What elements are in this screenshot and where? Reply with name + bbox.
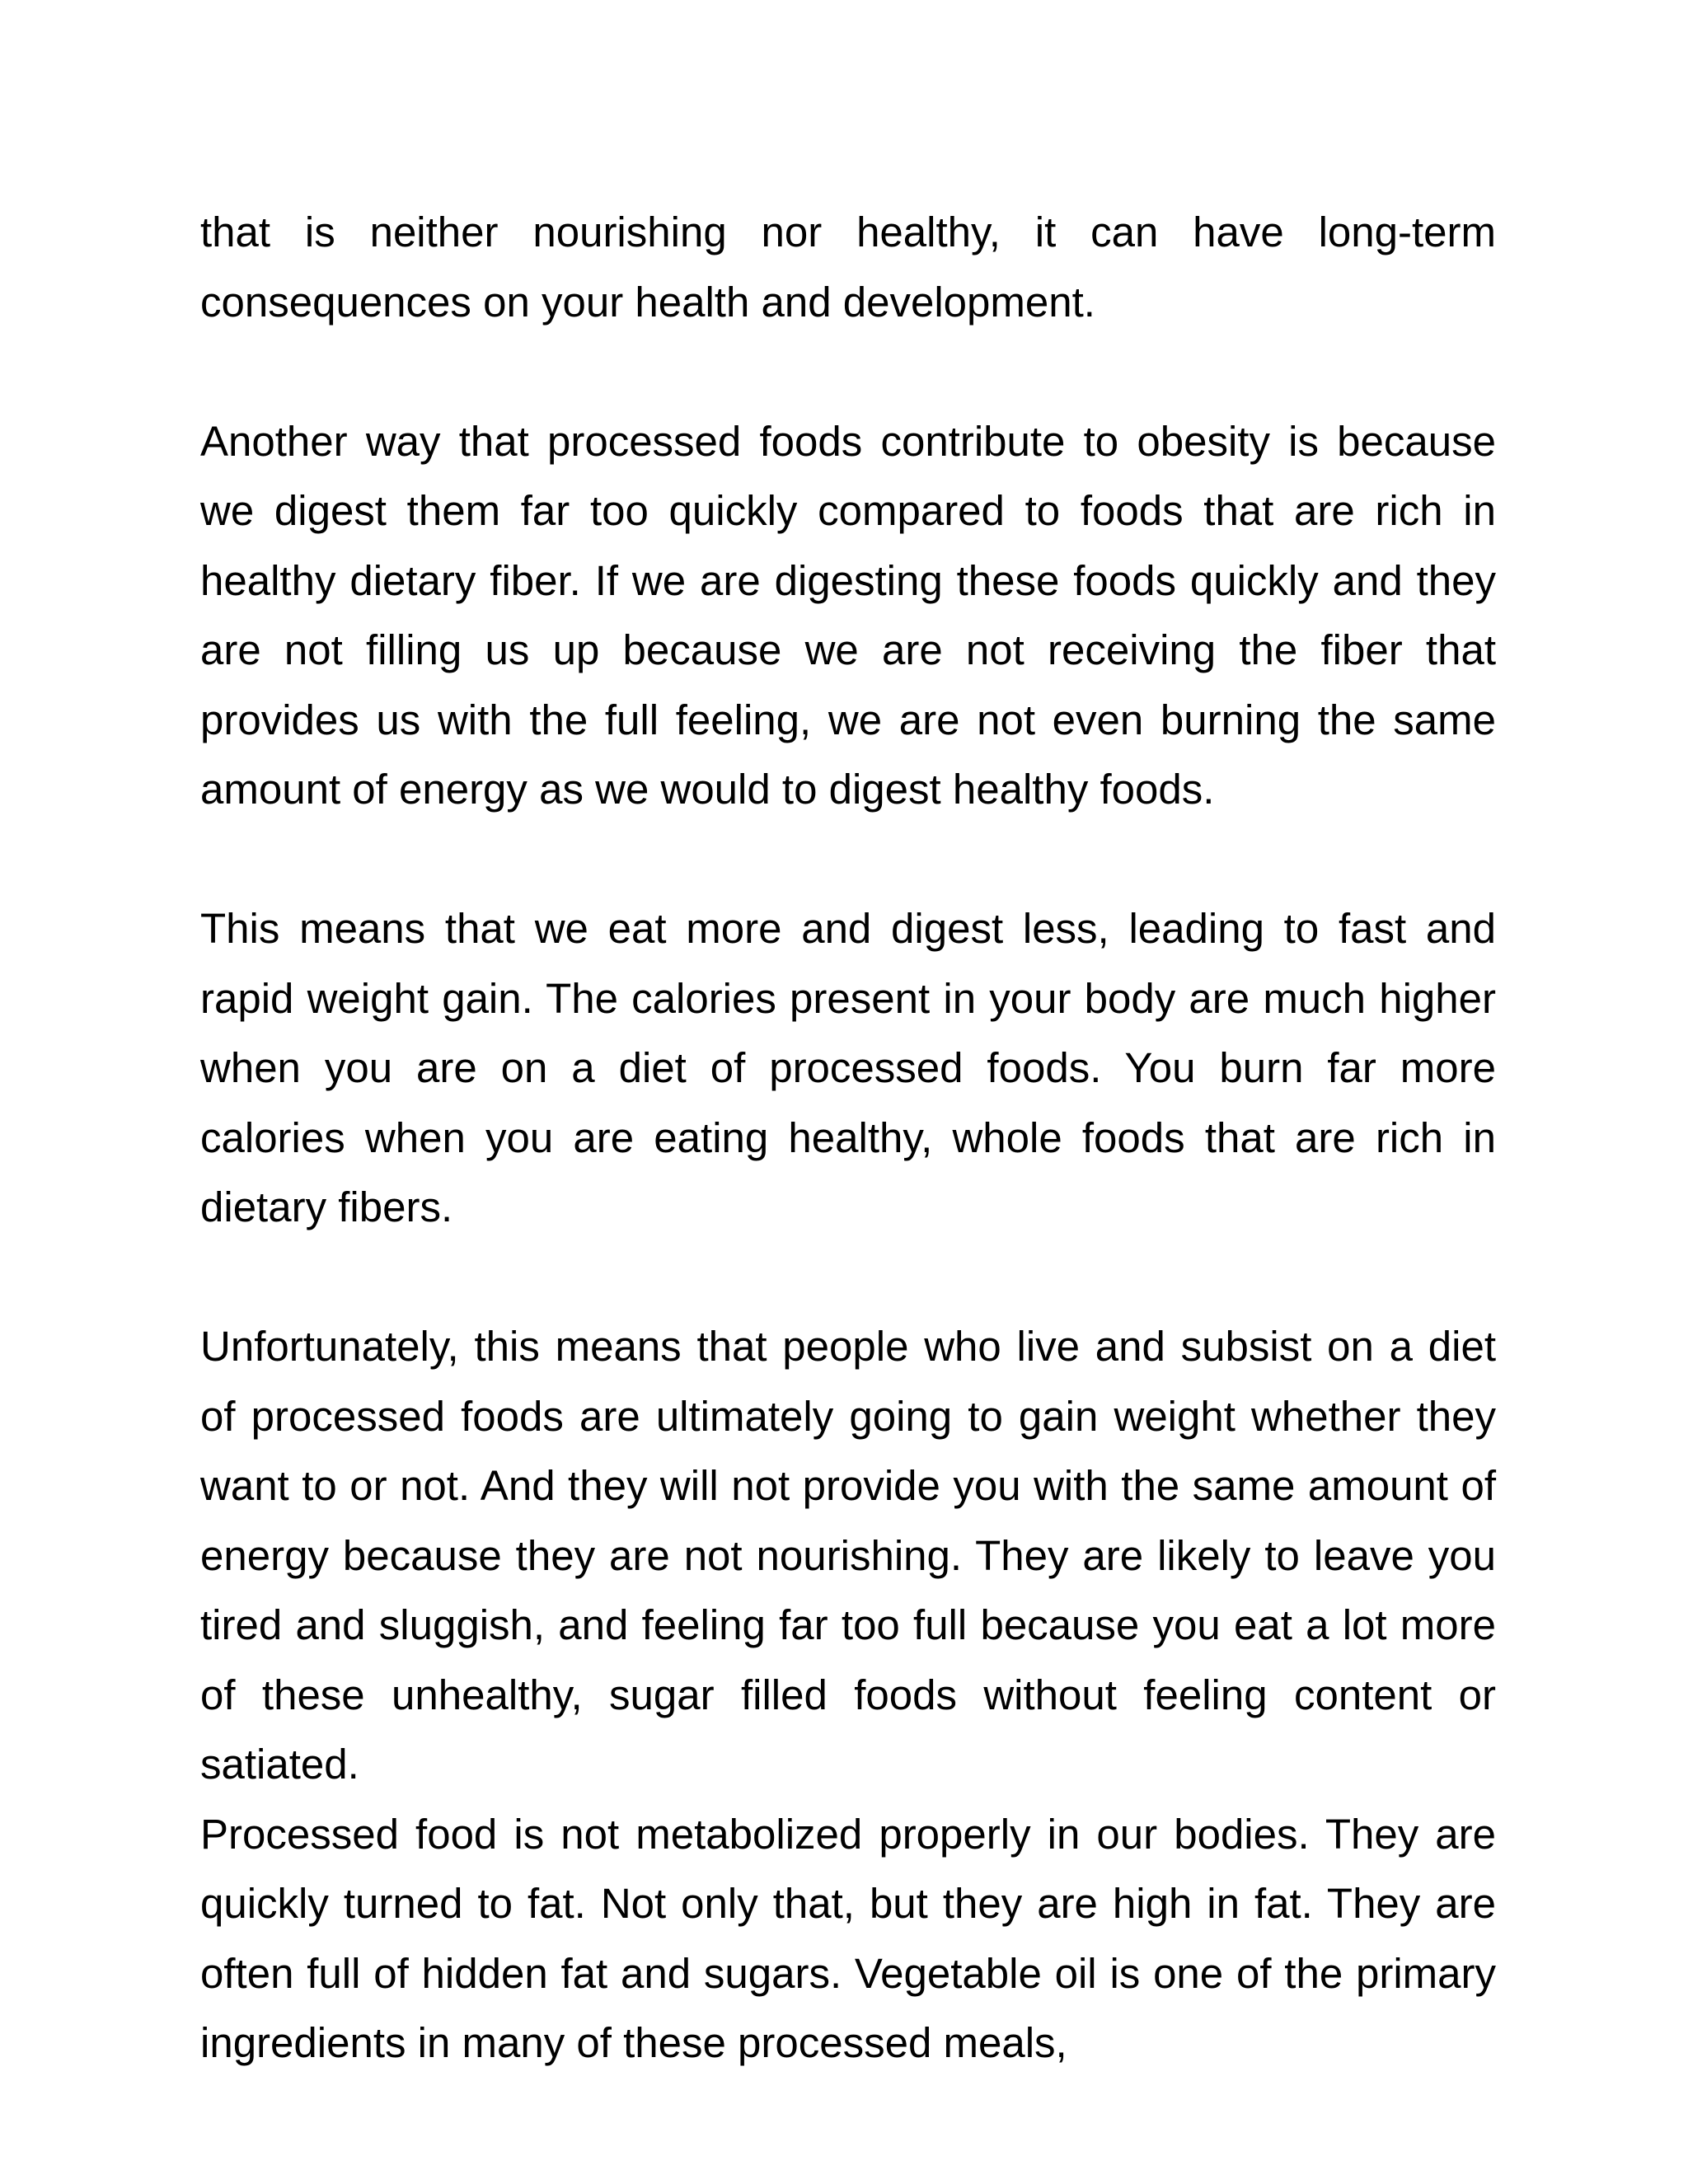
document-body: [200, 198, 1496, 2079]
paragraph-2: Another way that processed foods contribute to obesity is because we digest them far too quickly compared to foods that are rich in healthy dietary fiber. If we are digesting these foods quickly and they are not filling us up because we are not receiving the fiber that provides us with the full feeling, we are not even burning the same amount of energy as we would to digest healthy foods.: [200, 417, 1496, 813]
paragraph-3: This means that we eat more and digest less, leading to fast and rapid weight gain. The calories present in your body are much higher when you are on a diet of processed foods. You burn far more calories when you are eating healthy, whole foods that are rich in dietary fibers.: [200, 905, 1496, 1230]
paragraph-5: Processed food is not metabolized properly in our bodies. They are quickly turned to fat. Not only that, but they are high in fat. They are often full of hidden fat and sugars. Vegetable oil is one of the primary ingredients in many of these processed meals,: [200, 1810, 1496, 2066]
paragraph-1: that is neither nourishing nor healthy, it can have long-term consequences on your health and development.: [200, 209, 1496, 326]
paragraph-4: Unfortunately, this means that people who live and subsist on a diet of processed foods are ultimately going to gain weight whether they want to or not. And they will not provide you with the same amount of energy because they are not nourishing. They are likely to leave you tired and sluggish, and feeling far too full because you eat a lot more of these unhealthy, sugar filled foods without feeling content or satiated.: [200, 1323, 1496, 1788]
